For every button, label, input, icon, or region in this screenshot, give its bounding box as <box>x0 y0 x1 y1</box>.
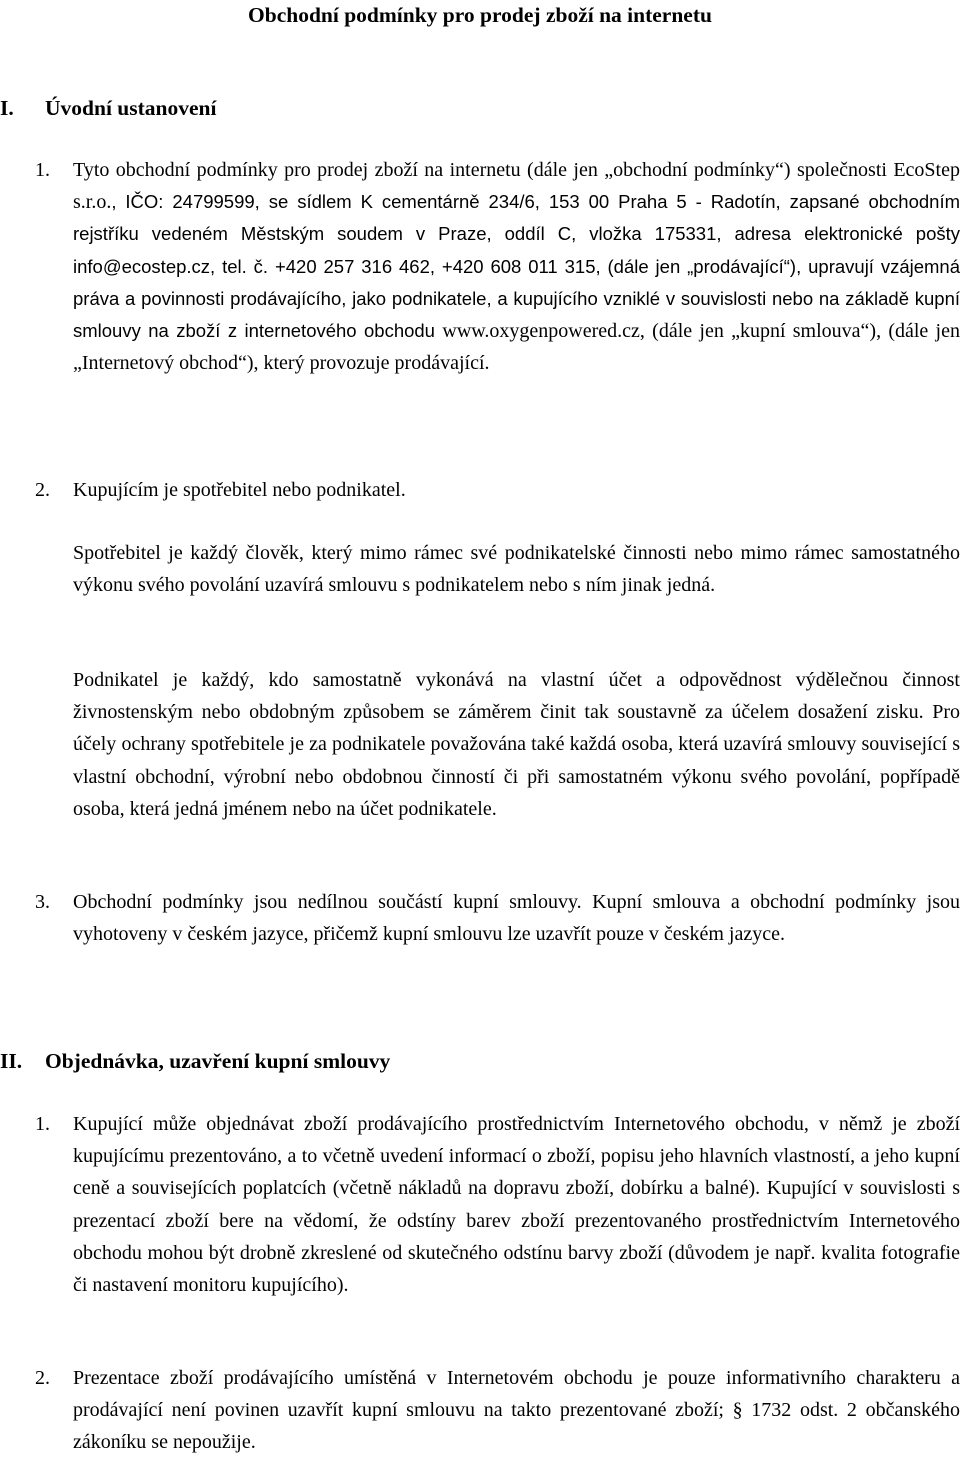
order-item-1-paragraph: Kupující může objednávat zboží prodávajícího prostřednictvím Internetového obchodu, v němž je zboží kupujícímu prezentováno, a to včetně uvedení informací o zboží, popisu jeho hlavních vlastností, a jeho kupní ceně a souvisejících poplatcích (včetně nákladů na dopravu zboží, dobírku a balné). Kupující v souvislosti s prezentací zboží bere na vědomí, že odstíny barev zboží prezentovaného prostřednictvím Internetového obchodu mohou být drobně zkreslené od skutečného odstínu barvy zboží (důvodem je např. kvalita fotografie či nastavení monitoru kupujícího). <box>73 1113 960 1297</box>
item-2-paragraph: Kupujícím je spotřebitel nebo podnikatel. <box>73 479 406 501</box>
item-number: 1. <box>35 159 50 181</box>
section-title: Úvodní ustanovení <box>45 96 217 120</box>
item-number: 1. <box>35 1113 50 1135</box>
entrepreneur-definition-paragraph: Podnikatel je každý, kdo samostatně vykonává na vlastní účet a odpovědnost výdělečnou činnost živnostenským nebo obdobným způsobem se záměrem činit tak soustavně za účelem dosažení zisku. Pro účely ochrany spotřebitele je za podnikatele považována také každá osoba, která uzavírá smlouvy související s vlastní obchodní, výrobní nebo obdobnou činností či při samostatném výkonu svého povolání, popřípadě osoba, která jedná jménem nebo na účet podnikatele. <box>73 669 960 820</box>
section-number: I. <box>0 96 14 120</box>
section-heading-1 <box>0 94 216 122</box>
item-number: 2. <box>35 1367 50 1389</box>
item-1-text-b: , IČO: 24799599, se sídlem K cementárně 234/6, 153 00 Praha 5 - Radotín, zapsané obchodním rejstříku vedeném Městským soudem v Praze, oddíl C, vložka 175331, adresa elektronické pošty info@ecostep.cz, tel. č. <box>73 191 960 277</box>
section-title: Objednávka, uzavření kupní smlouvy <box>45 1049 391 1073</box>
item-1-paragraph <box>73 154 960 379</box>
item-number: 3. <box>35 891 50 913</box>
order-item-2-paragraph: Prezentace zboží prodávajícího umístěná v Internetovém obchodu je pouze informativního charakteru a prodávající není povinen uzavřít kupní smlouvu na takto prezentované zboží; § 1732 odst. 2 občanského zákoníku se nepoužije. <box>73 1367 960 1454</box>
item-1-text-c: +420 257 316 462, +420 608 011 315, (dále jen „prodávající“), upravují vzájemná práva a povinnosti prodávajícího, jako podnikatele, a kupujícího vzniklé v souvislosti nebo na základě kupní smlouvy na zboží z internetového obchodu <box>73 255 960 342</box>
section-heading-2 <box>0 1047 390 1075</box>
consumer-definition-paragraph: Spotřebitel je každý člověk, který mimo rámec své podnikatelské činnosti nebo mimo rámec samostatného výkonu svého povolání uzavírá smlouvu s podnikatelem nebo s ním jinak jedná. <box>73 542 960 597</box>
item-1-text-a: Tyto obchodní podmínky pro prodej zboží na internetu (dále jen „obchodní podmínky“) společnosti EcoStep s.r.o. <box>73 159 960 214</box>
section-number: II. <box>0 1049 23 1073</box>
item-number: 2. <box>35 479 50 501</box>
item-3-paragraph: Obchodní podmínky jsou nedílnou součástí kupní smlouvy. Kupní smlouva a obchodní podmínky jsou vyhotoveny v českém jazyce, přičemž kupní smlouvu lze uzavřít pouze v českém jazyce. <box>73 891 960 946</box>
item-1-text-d: www.oxygenpowered.cz, (dále jen „kupní smlouva“), (dále jen „Internetový obchod“), který provozuje prodávající. <box>73 320 960 375</box>
document-title: Obchodní podmínky pro prodej zboží na internetu <box>248 3 712 27</box>
